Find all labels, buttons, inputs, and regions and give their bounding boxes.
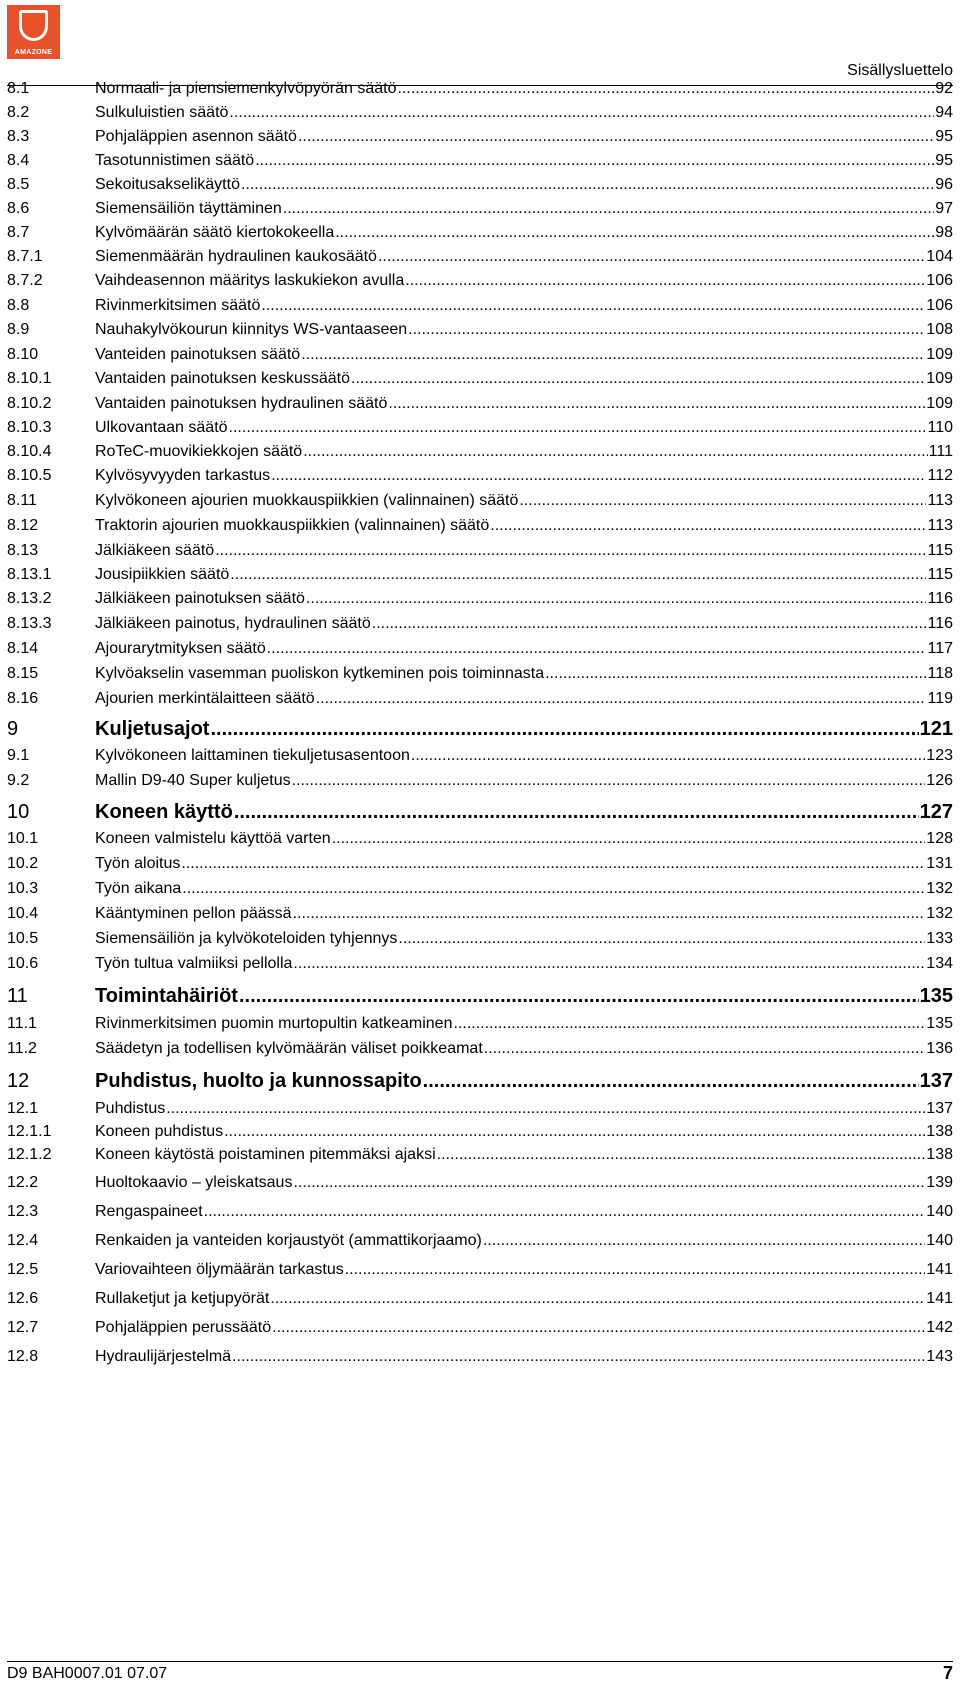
toc-entry-title: Rullaketjut ja ketjupyörät xyxy=(95,1290,270,1307)
toc-entry[interactable] xyxy=(7,224,953,242)
toc-entry[interactable] xyxy=(7,1232,953,1250)
toc-entry-number: 11.1 xyxy=(7,1015,37,1032)
toc-entry-title: Vantaiden painotuksen hydraulinen säätö xyxy=(95,395,388,412)
toc-entry-title: Jälkiäkeen painotuksen säätö xyxy=(95,590,305,607)
toc-entry-page: 106 xyxy=(926,272,953,289)
toc-entry-title: Tasotunnistimen säätö xyxy=(95,152,255,169)
toc-entry-page: 140 xyxy=(926,1232,953,1249)
toc-entry-number: 10.6 xyxy=(7,955,39,972)
toc-entry-number: 8.15 xyxy=(7,665,39,682)
toc-entry-page: 115 xyxy=(927,542,953,559)
toc-entry-number: 8.13.2 xyxy=(7,590,52,607)
toc-entry-page: 141 xyxy=(926,1290,953,1307)
toc-entry[interactable] xyxy=(7,1261,953,1279)
toc-entry-leader xyxy=(490,517,926,535)
toc-entry[interactable] xyxy=(7,640,953,658)
toc-entry-leader xyxy=(293,1174,925,1192)
toc-entry[interactable] xyxy=(7,1146,953,1164)
toc-entry[interactable] xyxy=(7,1348,953,1366)
toc-entry-leader xyxy=(388,395,925,413)
toc-entry-leader xyxy=(182,880,925,898)
toc-entry[interactable] xyxy=(7,346,953,364)
toc-entry[interactable] xyxy=(7,542,953,560)
toc-entry-title: Pohjaläppien perussäätö xyxy=(95,1319,272,1336)
toc-entry[interactable] xyxy=(7,1070,953,1093)
toc-entry[interactable] xyxy=(7,321,953,339)
toc-entry-page: 97 xyxy=(935,200,953,217)
toc-entry-page: 111 xyxy=(928,443,953,460)
toc-entry-number: 8.14 xyxy=(7,640,39,657)
toc-entry[interactable] xyxy=(7,152,953,170)
toc-entry[interactable] xyxy=(7,930,953,948)
toc-entry-leader xyxy=(292,772,926,790)
toc-entry-page: 133 xyxy=(926,930,953,947)
toc-entry[interactable] xyxy=(7,718,953,741)
toc-entry-title: Mallin D9-40 Super kuljetus xyxy=(95,772,291,789)
toc-entry-title: Normaali- ja piensiemenkylvöpyörän säätö xyxy=(95,80,397,97)
toc-entry-leader xyxy=(215,542,926,560)
toc-entry-title: Puhdistus xyxy=(95,1100,166,1117)
toc-entry-leader xyxy=(437,1146,926,1164)
toc-entry-title: Koneen käyttö xyxy=(95,801,233,823)
toc-entry-page: 115 xyxy=(927,566,953,583)
page-number: 7 xyxy=(942,1663,953,1683)
toc-entry-leader xyxy=(210,718,918,741)
toc-entry-page: 140 xyxy=(926,1203,953,1220)
toc-entry-leader xyxy=(303,443,927,461)
toc-entry-page: 95 xyxy=(935,152,953,169)
toc-entry-number: 8.10.1 xyxy=(7,370,52,387)
toc-entry-page: 138 xyxy=(926,1123,953,1140)
toc-entry-page: 112 xyxy=(927,467,953,484)
toc-entry[interactable] xyxy=(7,176,953,194)
section-title: Sisällysluettelo xyxy=(847,62,953,79)
toc-entry-title: Säädetyn ja todellisen kylvömäärän väliset poikkeamat xyxy=(95,1040,483,1057)
toc-entry-leader xyxy=(411,747,925,765)
toc-entry-title: Työn aloitus xyxy=(95,855,181,872)
toc-entry-number: 10.2 xyxy=(7,855,39,872)
toc-entry-number: 8.16 xyxy=(7,690,39,707)
toc-entry-page: 92 xyxy=(935,80,953,97)
toc-entry[interactable] xyxy=(7,419,953,437)
toc-entry-title: Koneen valmistelu käyttöä varten xyxy=(95,830,331,847)
toc-entry-page: 143 xyxy=(926,1348,953,1365)
toc-entry-leader xyxy=(453,1015,925,1033)
toc-entry-title: Työn tultua valmiiksi pellolla xyxy=(95,955,293,972)
toc-entry-page: 94 xyxy=(935,104,953,121)
toc-entry-page: 96 xyxy=(935,176,953,193)
toc-entry-title: Kylvömäärän säätö kiertokokeella xyxy=(95,224,335,241)
toc-entry-title: Vaihdeasennon määritys laskukiekon avulla xyxy=(95,272,405,289)
toc-entry-leader xyxy=(335,224,934,242)
toc-entry-page: 138 xyxy=(926,1146,953,1163)
toc-entry-page: 128 xyxy=(926,830,953,847)
toc-entry-page: 108 xyxy=(926,321,953,338)
toc-entry-title: Kylvösyvyyden tarkastus xyxy=(95,467,271,484)
toc-entry-page: 98 xyxy=(935,224,953,241)
toc-entry-leader xyxy=(239,985,919,1008)
toc-entry-leader xyxy=(232,1348,925,1366)
toc-entry[interactable] xyxy=(7,985,953,1008)
toc-entry-number: 8.11 xyxy=(7,492,37,509)
toc-entry-title: Sekoitusakselikäyttö xyxy=(95,176,240,193)
toc-entry-leader xyxy=(270,1290,925,1308)
toc-entry-number: 9.1 xyxy=(7,747,30,764)
toc-entry[interactable] xyxy=(7,615,953,633)
toc-entry[interactable] xyxy=(7,1319,953,1337)
toc-entry-page: 123 xyxy=(926,747,953,764)
toc-entry[interactable] xyxy=(7,830,953,848)
toc-entry-title: Jousipiikkien säätö xyxy=(95,566,230,583)
toc-entry-leader xyxy=(351,370,925,388)
toc-entry[interactable] xyxy=(7,590,953,608)
toc-entry-number: 8.10.2 xyxy=(7,395,52,412)
toc-entry-number: 12.1.2 xyxy=(7,1146,52,1163)
toc-entry-leader xyxy=(332,830,926,848)
toc-entry-page: 95 xyxy=(935,128,953,145)
toc-entry-number: 10.1 xyxy=(7,830,39,847)
toc-entry-title: Renkaiden ja vanteiden korjaustyöt (ammattikorjaamo) xyxy=(95,1232,482,1249)
toc-entry-leader xyxy=(224,1123,925,1141)
toc-entry-page: 104 xyxy=(926,248,953,265)
logo-emblem-icon xyxy=(19,10,48,41)
toc-entry-number: 8.6 xyxy=(7,200,30,217)
toc-entry-title: Ajourien merkintälaitteen säätö xyxy=(95,690,315,707)
toc-entry-leader xyxy=(519,492,926,510)
toc-entry-title: Vanteiden painotuksen säätö xyxy=(95,346,301,363)
toc-entry-leader xyxy=(484,1040,926,1058)
toc-entry[interactable] xyxy=(7,370,953,388)
toc-entry-page: 110 xyxy=(927,419,953,436)
toc-entry[interactable] xyxy=(7,517,953,535)
toc-entry-number: 8.3 xyxy=(7,128,30,145)
toc-entry-number: 8.1 xyxy=(7,80,30,97)
toc-entry-number: 12.6 xyxy=(7,1290,39,1307)
amazone-logo xyxy=(7,5,60,59)
toc-entry[interactable] xyxy=(7,1290,953,1308)
toc-entry-title: Sulkuluistien säätö xyxy=(95,104,229,121)
toc-entry[interactable] xyxy=(7,104,953,122)
toc-entry-leader xyxy=(397,80,934,98)
toc-entry-number: 8.7 xyxy=(7,224,30,241)
toc-entry-title: Ajourarytmityksen säätö xyxy=(95,640,266,657)
toc-entry-title: Variovaihteen öljymäärän tarkastus xyxy=(95,1261,344,1278)
toc-entry-leader xyxy=(181,855,925,873)
toc-entry-number: 12.1 xyxy=(7,1100,39,1117)
toc-entry-number: 8.9 xyxy=(7,321,30,338)
toc-entry[interactable] xyxy=(7,128,953,146)
toc-entry[interactable] xyxy=(7,1203,953,1221)
toc-entry-title: Huoltokaavio – yleiskatsaus xyxy=(95,1174,293,1191)
toc-entry-page: 137 xyxy=(919,1070,953,1092)
toc-entry[interactable] xyxy=(7,747,953,765)
toc-entry-page: 109 xyxy=(926,346,953,363)
toc-entry-page: 106 xyxy=(926,297,953,314)
toc-entry-title: Toimintahäiriöt xyxy=(95,985,238,1007)
toc-entry-number: 8.12 xyxy=(7,517,39,534)
toc-entry-leader xyxy=(204,1203,926,1221)
toc-entry-leader xyxy=(229,419,927,437)
toc-entry-leader xyxy=(483,1232,925,1250)
toc-entry-title: Rengaspaineet xyxy=(95,1203,203,1220)
toc-entry[interactable] xyxy=(7,297,953,315)
toc-entry-title: Jälkiäkeen säätö xyxy=(95,542,215,559)
toc-entry-number: 8.4 xyxy=(7,152,30,169)
toc-entry[interactable] xyxy=(7,272,953,290)
toc-entry-page: 132 xyxy=(926,880,953,897)
toc-entry[interactable] xyxy=(7,395,953,413)
toc-entry[interactable] xyxy=(7,467,953,485)
toc-entry-leader xyxy=(545,665,926,683)
toc-entry-page: 134 xyxy=(926,955,953,972)
toc-entry[interactable] xyxy=(7,955,953,973)
toc-entry-leader xyxy=(267,640,927,658)
toc-entry[interactable] xyxy=(7,801,953,824)
toc-entry-page: 139 xyxy=(926,1174,953,1191)
toc-entry-title: Vantaiden painotuksen keskussäätö xyxy=(95,370,350,387)
toc-entry-page: 137 xyxy=(926,1100,953,1117)
toc-entry-title: Kylvökoneen laittaminen tiekuljetusasentoon xyxy=(95,747,410,764)
toc-entry-number: 8.10.4 xyxy=(7,443,52,460)
toc-entry[interactable] xyxy=(7,1100,953,1118)
toc-entry-leader xyxy=(255,152,934,170)
toc-entry-title: Siemenmäärän hydraulinen kaukosäätö xyxy=(95,248,377,265)
toc-entry[interactable] xyxy=(7,1015,953,1033)
toc-entry[interactable] xyxy=(7,1040,953,1058)
toc-entry-leader xyxy=(345,1261,926,1279)
toc-entry[interactable] xyxy=(7,1174,953,1192)
toc-entry-page: 119 xyxy=(927,690,953,707)
toc-entry[interactable] xyxy=(7,880,953,898)
toc-entry-number: 10.3 xyxy=(7,880,39,897)
toc-entry-leader xyxy=(272,1319,925,1337)
toc-entry-title: Nauhakylvökourun kiinnitys WS-vantaaseen xyxy=(95,321,408,338)
toc-entry[interactable] xyxy=(7,443,953,461)
toc-entry-page: 109 xyxy=(926,395,953,412)
toc-entry-title: Kääntyminen pellon päässä xyxy=(95,905,292,922)
toc-entry-leader xyxy=(283,200,934,218)
toc-entry-number: 12.3 xyxy=(7,1203,39,1220)
toc-entry-title: Rivinmerkitsimen puomin murtopultin katkeaminen xyxy=(95,1015,453,1032)
toc-entry-leader xyxy=(378,248,925,266)
toc-entry-page: 113 xyxy=(927,517,953,534)
toc-entry-leader xyxy=(241,176,934,194)
toc-entry-page: 118 xyxy=(927,665,953,682)
document-id: D9 BAH0007.01 07.07 xyxy=(7,1665,168,1682)
toc-entry[interactable] xyxy=(7,772,953,790)
toc-entry-leader xyxy=(261,297,925,315)
toc-entry-leader xyxy=(293,905,926,923)
toc-entry-title: Ulkovantaan säätö xyxy=(95,419,228,436)
toc-entry-number: 9 xyxy=(7,718,19,740)
toc-entry-title: Jälkiäkeen painotus, hydraulinen säätö xyxy=(95,615,371,632)
footer-divider xyxy=(7,1661,953,1662)
toc-entry-leader xyxy=(398,930,925,948)
toc-entry-leader xyxy=(298,128,934,146)
toc-entry-leader xyxy=(423,1070,919,1093)
toc-entry-title: Siemensäiliön täyttäminen xyxy=(95,200,282,217)
toc-entry-leader xyxy=(372,615,927,633)
toc-entry-page: 135 xyxy=(926,1015,953,1032)
toc-entry-number: 12.2 xyxy=(7,1174,39,1191)
toc-entry-page: 117 xyxy=(927,640,953,657)
toc-entry-number: 11 xyxy=(7,985,28,1007)
toc-entry-title: Hydraulijärjestelmä xyxy=(95,1348,232,1365)
toc-entry-number: 8.7.2 xyxy=(7,272,43,289)
toc-entry[interactable] xyxy=(7,665,953,683)
toc-entry-number: 10.4 xyxy=(7,905,39,922)
toc-entry-number: 8.10.5 xyxy=(7,467,52,484)
toc-entry-page: 113 xyxy=(927,492,953,509)
toc-entry[interactable] xyxy=(7,1123,953,1141)
toc-entry-page: 126 xyxy=(926,772,953,789)
toc-entry-number: 8.8 xyxy=(7,297,30,314)
toc-entry-title: Traktorin ajourien muokkauspiikkien (valinnainen) säätö xyxy=(95,517,490,534)
toc-entry[interactable] xyxy=(7,905,953,923)
toc-entry-number: 8.10 xyxy=(7,346,39,363)
toc-entry-number: 11.2 xyxy=(7,1040,37,1057)
toc-entry-number: 8.7.1 xyxy=(7,248,43,265)
toc-entry-number: 8.13.3 xyxy=(7,615,52,632)
toc-entry-number: 10 xyxy=(7,801,30,823)
toc-entry-page: 131 xyxy=(926,855,953,872)
toc-entry-title: Puhdistus, huolto ja kunnossapito xyxy=(95,1070,422,1092)
toc-entry-title: Rivinmerkitsimen säätö xyxy=(95,297,261,314)
toc-entry-leader xyxy=(230,566,926,584)
toc-entry[interactable] xyxy=(7,566,953,584)
toc-entry-number: 12 xyxy=(7,1070,30,1092)
toc-entry-title: RoTeC-muovikiekkojen säätö xyxy=(95,443,303,460)
toc-entry-number: 8.2 xyxy=(7,104,30,121)
toc-entry-leader xyxy=(293,955,925,973)
toc-entry[interactable] xyxy=(7,855,953,873)
toc-entry[interactable] xyxy=(7,200,953,218)
toc-entry-number: 10.5 xyxy=(7,930,39,947)
toc-entry-title: Koneen puhdistus xyxy=(95,1123,224,1140)
toc-entry-page: 121 xyxy=(919,718,953,740)
toc-entry-page: 109 xyxy=(926,370,953,387)
toc-entry-page: 141 xyxy=(926,1261,953,1278)
toc-entry-page: 135 xyxy=(919,985,953,1007)
toc-entry-leader xyxy=(408,321,925,339)
toc-entry[interactable] xyxy=(7,492,953,510)
toc-entry-title: Kylvöakselin vasemman puoliskon kytkeminen pois toiminnasta xyxy=(95,665,545,682)
toc-entry-number: 8.13 xyxy=(7,542,39,559)
toc-entry-number: 9.2 xyxy=(7,772,30,789)
toc-entry-leader xyxy=(234,801,919,824)
toc-entry[interactable] xyxy=(7,248,953,266)
toc-entry-title: Kylvökoneen ajourien muokkauspiikkien (valinnainen) säätö xyxy=(95,492,519,509)
toc-entry-page: 132 xyxy=(926,905,953,922)
toc-entry-number: 12.8 xyxy=(7,1348,39,1365)
toc-entry-number: 8.10.3 xyxy=(7,419,52,436)
toc-entry-title: Kuljetusajot xyxy=(95,718,210,740)
toc-entry-title: Siemensäiliön ja kylvökoteloiden tyhjennys xyxy=(95,930,398,947)
toc-entry-page: 116 xyxy=(927,590,953,607)
toc-entry-leader xyxy=(316,690,927,708)
toc-entry-leader xyxy=(166,1100,925,1118)
toc-entry-number: 8.5 xyxy=(7,176,30,193)
toc-entry-number: 12.1.1 xyxy=(7,1123,52,1140)
toc-entry-page: 127 xyxy=(919,801,953,823)
toc-entry-page: 142 xyxy=(926,1319,953,1336)
toc-entry[interactable] xyxy=(7,80,953,98)
toc-entry-leader xyxy=(405,272,925,290)
toc-entry-leader xyxy=(301,346,925,364)
toc-entry-title: Pohjaläppien asennon säätö xyxy=(95,128,297,145)
toc-entry-title: Työn aikana xyxy=(95,880,182,897)
toc-entry-leader xyxy=(306,590,927,608)
toc-entry-leader xyxy=(229,104,934,122)
logo-brand-text: AMAZONE xyxy=(14,49,53,56)
toc-entry-number: 12.5 xyxy=(7,1261,39,1278)
toc-entry-title: Koneen käytöstä poistaminen pitemmäksi ajaksi xyxy=(95,1146,436,1163)
toc-entry-leader xyxy=(271,467,926,485)
toc-entry-number: 12.4 xyxy=(7,1232,39,1249)
toc-entry-page: 116 xyxy=(927,615,953,632)
toc-entry[interactable] xyxy=(7,690,953,708)
toc-entry-page: 136 xyxy=(926,1040,953,1057)
toc-entry-number: 12.7 xyxy=(7,1319,39,1336)
toc-entry-number: 8.13.1 xyxy=(7,566,52,583)
